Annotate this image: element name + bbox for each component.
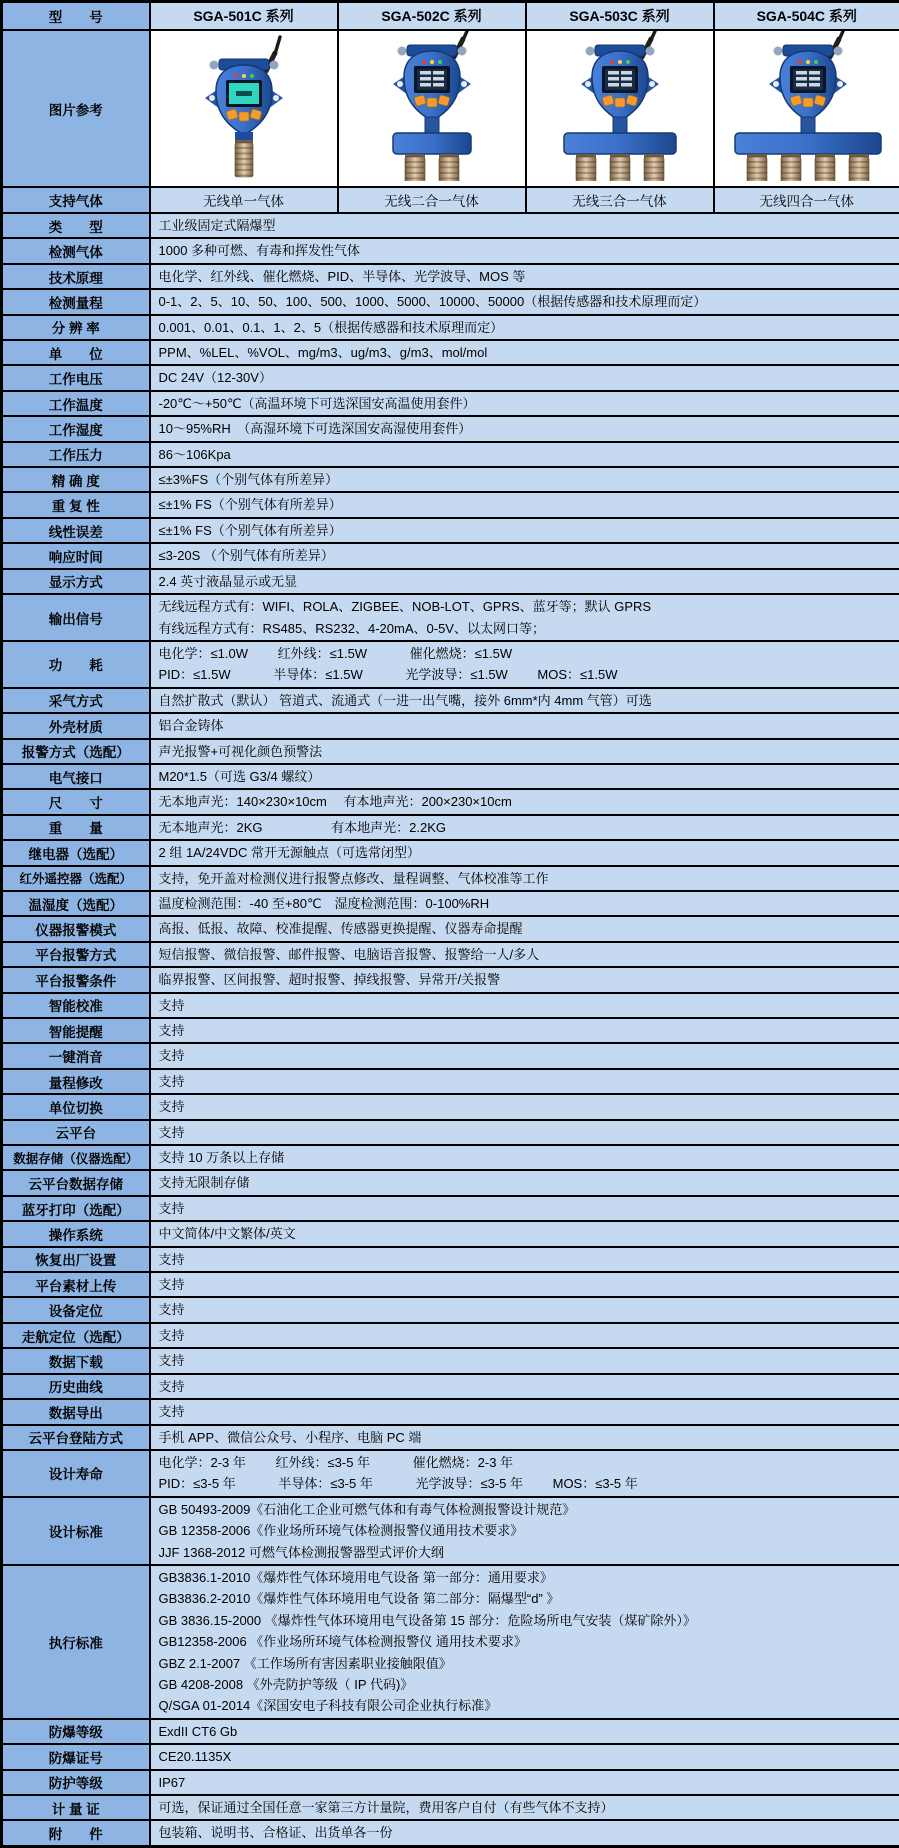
value-line: 包装箱、说明书、合格证、出货单各一份 [151, 1822, 899, 1843]
value-line: 2 组 1A/24VDC 常开无源触点（可选常闭型） [151, 842, 899, 863]
table-row [2, 942, 899, 967]
product-image-cell [150, 30, 338, 187]
value-line: ≤3-20S （个别气体有所差异） [151, 545, 899, 566]
row-value [150, 1565, 899, 1719]
row-value [150, 1170, 899, 1195]
row-label: 防爆等级 [2, 1719, 150, 1744]
table-row [2, 713, 899, 738]
row-value [150, 543, 899, 568]
table-row [2, 1497, 899, 1565]
row-value [150, 1770, 899, 1795]
row-value [150, 1221, 899, 1246]
row-label: 执行标准 [2, 1565, 150, 1719]
row-label: 防护等级 [2, 1770, 150, 1795]
model-name-sga-502c: SGA-502C 系列 [338, 2, 526, 31]
table-row [2, 340, 899, 365]
row-label: 云平台登陆方式 [2, 1425, 150, 1450]
table-row [2, 1719, 899, 1744]
row-value [150, 1196, 899, 1221]
table-row [2, 365, 899, 390]
row-value [150, 815, 899, 840]
row-label: 设计标准 [2, 1497, 150, 1565]
row-value [150, 1719, 899, 1744]
value-line: 支持，免开盖对检测仪进行报警点修改、量程调整、气体校准等工作 [151, 868, 899, 889]
row-label: 响应时间 [2, 543, 150, 568]
table-row [2, 264, 899, 289]
row-label: 采气方式 [2, 688, 150, 713]
row-value [150, 569, 899, 594]
table-row [2, 840, 899, 865]
value-line: 支持 [151, 1299, 899, 1320]
value-line: 支持 [151, 1071, 899, 1092]
row-value [150, 315, 899, 340]
table-row [2, 764, 899, 789]
value-line: DC 24V（12-30V） [151, 367, 899, 388]
value-line: 支持无限制存储 [151, 1172, 899, 1193]
row-label: 仪器报警模式 [2, 916, 150, 941]
row-label: 报警方式（选配） [2, 739, 150, 764]
value-line: 支持 [151, 1401, 899, 1422]
row-value [150, 1043, 899, 1068]
value-line: 有线远程方式有：RS485、RS232、4-20mA、0-5V、以太网口等； [151, 618, 899, 639]
table-row [2, 789, 899, 814]
value-line: GB 50493-2009《石油化工企业可燃气体和有毒气体检测报警设计规范》 [151, 1499, 899, 1520]
value-line: 86～106Kpa [151, 444, 899, 465]
value-line: 声光报警+可视化颜色预警法 [151, 741, 899, 762]
row-label: 量程修改 [2, 1069, 150, 1094]
row-label: 工作温度 [2, 391, 150, 416]
row-value [150, 1145, 899, 1170]
row-value [150, 1069, 899, 1094]
row-label: 附 件 [2, 1820, 150, 1846]
value-line: 0-1、2、5、10、50、100、500、1000、5000、10000、50000（根据传感器和技术原理而定） [151, 291, 899, 312]
row-label: 精 确 度 [2, 467, 150, 492]
row-label: 一键消音 [2, 1043, 150, 1068]
row-label: 外壳材质 [2, 713, 150, 738]
row-value [150, 942, 899, 967]
value-line: ≤±1% FS（个别气体有所差异） [151, 494, 899, 515]
value-line: 支持 [151, 1325, 899, 1346]
row-value [150, 713, 899, 738]
table-row [2, 391, 899, 416]
table-row [2, 1770, 899, 1795]
gas-support-value: 无线二合一气体 [338, 187, 526, 213]
row-value [150, 1323, 899, 1348]
row-label: 输出信号 [2, 594, 150, 641]
row-value [150, 1120, 899, 1145]
model-header-label: 型 号 [2, 2, 150, 31]
row-label: 工作压力 [2, 442, 150, 467]
row-value [150, 1820, 899, 1846]
row-label: 设计寿命 [2, 1450, 150, 1497]
value-line: ≤±3%FS（个别气体有所差异） [151, 469, 899, 490]
value-line: PID：≤3-5 年 半导体：≤3-5 年 光学波导：≤3-5 年 MOS：≤3-5 年 [151, 1473, 899, 1494]
value-line: 支持 [151, 1376, 899, 1397]
table-row [2, 1348, 899, 1373]
value-line: 支持 [151, 1096, 899, 1117]
gas-row-label: 支持气体 [2, 187, 150, 213]
row-label: 继电器（选配） [2, 840, 150, 865]
table-row [2, 993, 899, 1018]
row-label: 显示方式 [2, 569, 150, 594]
table-row [2, 891, 899, 916]
row-label: 云平台 [2, 1120, 150, 1145]
row-label: 智能提醒 [2, 1018, 150, 1043]
value-line: GB3836.2-2010《爆炸性气体环境用电气设备 第二部分：隔爆型“d” 》 [151, 1588, 899, 1609]
row-label: 历史曲线 [2, 1374, 150, 1399]
table-row [2, 518, 899, 543]
gas-support-value: 无线四合一气体 [714, 187, 899, 213]
value-line: 温度检测范围：-40 至+80℃ 湿度检测范围：0-100%RH [151, 893, 899, 914]
row-label: 单 位 [2, 340, 150, 365]
row-label: 恢复出厂设置 [2, 1247, 150, 1272]
row-label: 防爆证号 [2, 1744, 150, 1769]
value-line: GBZ 2.1-2007 《工作场所有害因素职业接触限值》 [151, 1653, 899, 1674]
gas-support-value: 无线三合一气体 [526, 187, 714, 213]
table-row [2, 315, 899, 340]
value-line: JJF 1368-2012 可燃气体检测报警器型式评价大纲 [151, 1542, 899, 1563]
table-row [2, 1425, 899, 1450]
row-value [150, 1272, 899, 1297]
value-line: 无本地声光：2KG 有本地声光：2.2KG [151, 817, 899, 838]
gas-support-row [2, 187, 899, 213]
value-line: 支持 [151, 1020, 899, 1041]
value-line: 2.4 英寸液晶显示或无显 [151, 571, 899, 592]
value-line: 支持 [151, 1122, 899, 1143]
value-line: 铝合金铸体 [151, 715, 899, 736]
row-value [150, 1425, 899, 1450]
row-value [150, 467, 899, 492]
row-label: 温湿度（选配） [2, 891, 150, 916]
table-row [2, 1196, 899, 1221]
value-line: 支持 [151, 1274, 899, 1295]
value-line: CE20.1135X [151, 1746, 899, 1767]
row-value [150, 993, 899, 1018]
value-line: M20*1.5（可选 G3/4 螺纹） [151, 766, 899, 787]
row-value [150, 891, 899, 916]
model-header-row [2, 2, 899, 31]
value-line: 临界报警、区间报警、超时报警、掉线报警、异常开/关报警 [151, 969, 899, 990]
value-line: 无本地声光：140×230×10cm 有本地声光：200×230×10cm [151, 791, 899, 812]
value-line: 中文简体/中文繁体/英文 [151, 1223, 899, 1244]
value-line: PPM、%LEL、%VOL、mg/m3、ug/m3、g/m3、mol/mol [151, 342, 899, 363]
row-label: 云平台数据存储 [2, 1170, 150, 1195]
product-image-row [2, 30, 899, 187]
row-value [150, 1399, 899, 1424]
row-label: 检测量程 [2, 289, 150, 314]
table-row [2, 1450, 899, 1497]
row-value [150, 289, 899, 314]
row-value [150, 1297, 899, 1322]
product-image-cell [338, 30, 526, 187]
row-label: 蓝牙打印（选配） [2, 1196, 150, 1221]
value-line: 支持 10 万条以上存储 [151, 1147, 899, 1168]
row-label: 单位切换 [2, 1094, 150, 1119]
row-label: 检测气体 [2, 238, 150, 263]
row-label: 分 辨 率 [2, 315, 150, 340]
value-line: GB3836.1-2010《爆炸性气体环境用电气设备 第一部分：通用要求》 [151, 1567, 899, 1588]
row-label: 工作湿度 [2, 416, 150, 441]
row-value [150, 1094, 899, 1119]
table-row [2, 416, 899, 441]
model-name-sga-503c: SGA-503C 系列 [526, 2, 714, 31]
row-value [150, 1450, 899, 1497]
table-row [2, 1744, 899, 1769]
table-row [2, 1297, 899, 1322]
table-row [2, 641, 899, 688]
row-label: 工作电压 [2, 365, 150, 390]
table-row [2, 1170, 899, 1195]
table-row [2, 543, 899, 568]
value-line: 高报、低报、故障、校准提醒、传感器更换提醒、仪器寿命提醒 [151, 918, 899, 939]
model-name-sga-504c: SGA-504C 系列 [714, 2, 899, 31]
model-name-sga-501c: SGA-501C 系列 [150, 2, 338, 31]
detector-image-sga-503c [527, 31, 713, 181]
row-label: 计 量 证 [2, 1795, 150, 1820]
value-line: 电化学：2-3 年 红外线：≤3-5 年 催化燃烧：2-3 年 [151, 1452, 899, 1473]
value-line: 10～95%RH （高湿环境下可选深国安高湿使用套件） [151, 418, 899, 439]
table-row [2, 1565, 899, 1719]
table-row [2, 1120, 899, 1145]
table-row [2, 1323, 899, 1348]
row-value [150, 1497, 899, 1565]
row-value [150, 789, 899, 814]
value-line: 0.001、0.01、0.1、1、2、5（根据传感器和技术原理而定） [151, 317, 899, 338]
row-value [150, 264, 899, 289]
table-row [2, 967, 899, 992]
row-label: 线性误差 [2, 518, 150, 543]
row-value [150, 1374, 899, 1399]
table-row [2, 1374, 899, 1399]
row-value [150, 518, 899, 543]
value-line: 1000 多种可燃、有毒和挥发性气体 [151, 240, 899, 261]
detector-image-sga-502c [339, 31, 525, 181]
value-line: ≤±1% FS（个别气体有所差异） [151, 520, 899, 541]
row-label: 数据导出 [2, 1399, 150, 1424]
row-value [150, 840, 899, 865]
row-value [150, 866, 899, 891]
value-line: 电化学、红外线、催化燃烧、PID、半导体、光学波导、MOS 等 [151, 266, 899, 287]
row-value [150, 213, 899, 238]
row-label: 类 型 [2, 213, 150, 238]
value-line: 手机 APP、微信公众号、小程序、电脑 PC 端 [151, 1427, 899, 1448]
value-line: 短信报警、微信报警、邮件报警、电脑语音报警、报警给一人/多人 [151, 944, 899, 965]
table-row [2, 213, 899, 238]
value-line: 无线远程方式有：WIFI、ROLA、ZIGBEE、NOB-LOT、GPRS、蓝牙等；默认 GPRS [151, 596, 899, 617]
row-label: 尺 寸 [2, 789, 150, 814]
row-label: 操作系统 [2, 1221, 150, 1246]
table-row [2, 1069, 899, 1094]
row-value [150, 1018, 899, 1043]
table-row [2, 1018, 899, 1043]
product-image-cell [526, 30, 714, 187]
value-line: ExdII CT6 Gb [151, 1721, 899, 1742]
value-line: 支持 [151, 1249, 899, 1270]
row-value [150, 967, 899, 992]
value-line: 支持 [151, 1045, 899, 1066]
detector-image-sga-504c [715, 31, 899, 181]
row-label: 电气接口 [2, 764, 150, 789]
row-label: 走航定位（选配） [2, 1323, 150, 1348]
row-value [150, 1348, 899, 1373]
value-line: 可选，保证通过全国任意一家第三方计量院，费用客户自付（有些气体不支持） [151, 1797, 899, 1818]
row-value [150, 391, 899, 416]
value-line: GB 3836.15-2000 《爆炸性气体环境用电气设备第 15 部分：危险场所电气安装（煤矿除外）》 [151, 1610, 899, 1631]
row-value [150, 416, 899, 441]
value-line: PID：≤1.5W 半导体：≤1.5W 光学波导：≤1.5W MOS：≤1.5W [151, 664, 899, 685]
row-label: 平台报警条件 [2, 967, 150, 992]
value-line: 电化学：≤1.0W 红外线：≤1.5W 催化燃烧：≤1.5W [151, 643, 899, 664]
value-line: 支持 [151, 995, 899, 1016]
row-label: 功 耗 [2, 641, 150, 688]
row-label: 设备定位 [2, 1297, 150, 1322]
table-row [2, 1795, 899, 1820]
table-row [2, 1247, 899, 1272]
value-line: -20℃～+50℃（高温环境下可选深国安高温使用套件） [151, 393, 899, 414]
row-label: 数据存储（仪器选配） [2, 1145, 150, 1170]
value-line: 支持 [151, 1350, 899, 1371]
value-line: GB 12358-2006《作业场所环境气体检测报警仪通用技术要求》 [151, 1520, 899, 1541]
table-row [2, 916, 899, 941]
row-value [150, 916, 899, 941]
detector-image-sga-501c [151, 31, 337, 181]
row-value [150, 365, 899, 390]
table-row [2, 1221, 899, 1246]
image-row-label: 图片参考 [2, 30, 150, 187]
row-value [150, 492, 899, 517]
row-value [150, 688, 899, 713]
value-line: IP67 [151, 1772, 899, 1793]
gas-support-value: 无线单一气体 [150, 187, 338, 213]
table-row [2, 1145, 899, 1170]
row-label: 红外遥控器（选配） [2, 866, 150, 891]
value-line: GB 4208-2008 《外壳防护等级（ IP 代码)》 [151, 1674, 899, 1695]
table-row [2, 739, 899, 764]
table-row [2, 594, 899, 641]
row-value [150, 1795, 899, 1820]
row-value [150, 340, 899, 365]
table-row [2, 1094, 899, 1119]
row-label: 技术原理 [2, 264, 150, 289]
table-row [2, 1272, 899, 1297]
row-value [150, 1744, 899, 1769]
table-row [2, 1043, 899, 1068]
value-line: GB12358-2006 《作业场所环境气体检测报警仪 通用技术要求》 [151, 1631, 899, 1652]
product-image-cell [714, 30, 899, 187]
row-label: 平台报警方式 [2, 942, 150, 967]
table-row [2, 688, 899, 713]
table-row [2, 1399, 899, 1424]
table-row [2, 1820, 899, 1846]
row-value [150, 1247, 899, 1272]
value-line: 支持 [151, 1198, 899, 1219]
row-label: 重 复 性 [2, 492, 150, 517]
row-label: 平台素材上传 [2, 1272, 150, 1297]
table-row [2, 442, 899, 467]
table-row [2, 238, 899, 263]
row-label: 重 量 [2, 815, 150, 840]
row-value [150, 739, 899, 764]
table-row [2, 289, 899, 314]
row-value [150, 764, 899, 789]
row-label: 智能校准 [2, 993, 150, 1018]
row-value [150, 442, 899, 467]
table-row [2, 467, 899, 492]
table-row [2, 569, 899, 594]
table-row [2, 492, 899, 517]
table-row [2, 815, 899, 840]
value-line: 工业级固定式隔爆型 [151, 215, 899, 236]
row-label: 数据下载 [2, 1348, 150, 1373]
row-value [150, 641, 899, 688]
value-line: 自然扩散式（默认） 管道式、流通式（一进一出气嘴，接外 6mm*内 4mm 气管）可选 [151, 690, 899, 711]
table-row [2, 866, 899, 891]
value-line: Q/SGA 01-2014《深国安电子科技有限公司企业执行标准》 [151, 1695, 899, 1716]
row-value [150, 594, 899, 641]
row-value [150, 238, 899, 263]
